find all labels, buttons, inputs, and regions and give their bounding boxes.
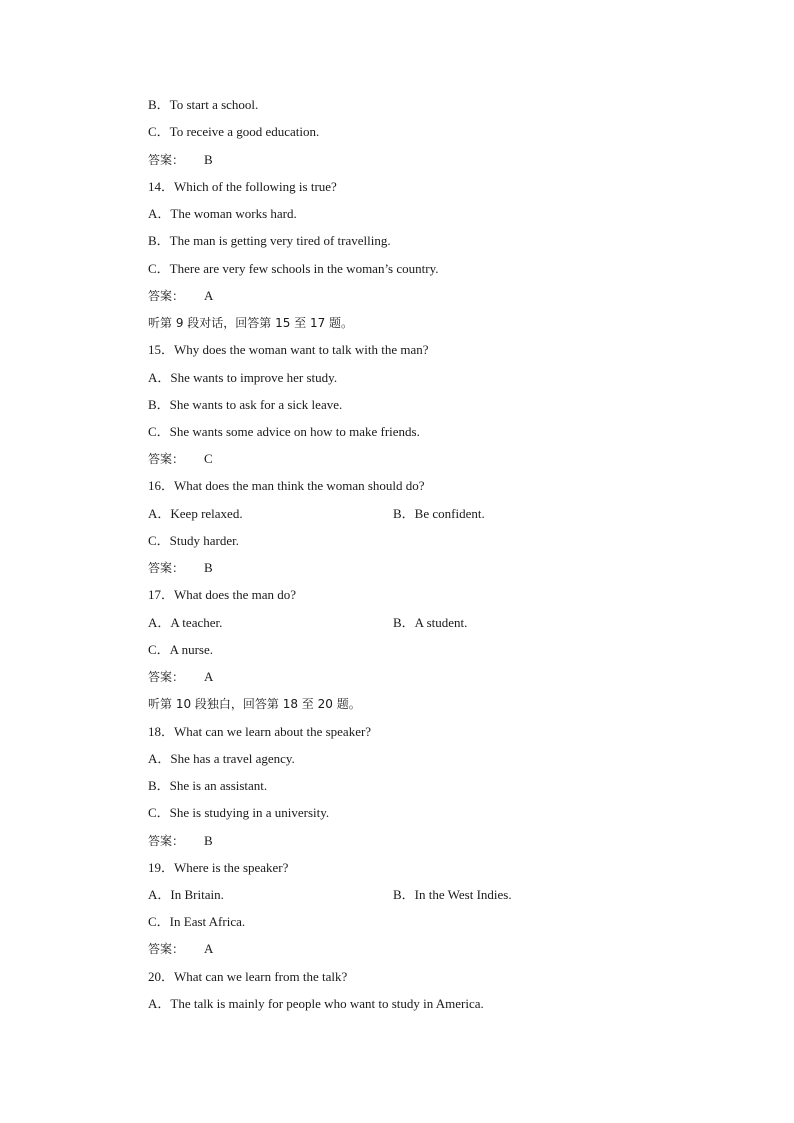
option-q16-a: A．Keep relaxed. — [148, 506, 243, 521]
answer-value: A — [204, 669, 214, 684]
question-19: 19．Where is the speaker? — [148, 860, 289, 875]
option-q19-b: B．In the West Indies. — [393, 887, 512, 902]
question-15: 15．Why does the woman want to talk with the man? — [148, 342, 429, 357]
option-q17-b: B．A student. — [393, 615, 468, 630]
option-q15-b: B．She wants to ask for a sick leave. — [148, 397, 343, 412]
question-16: 16．What does the man think the woman should do? — [148, 478, 425, 493]
section-heading-9: 听第 9 段对话，回答第 15 至 17 题。 — [148, 316, 354, 330]
answer-label: 答案： — [148, 561, 185, 575]
answer-q19 — [148, 941, 213, 957]
option-q18-b: B．She is an assistant. — [148, 778, 268, 793]
option-q19-c: C．In East Africa. — [148, 914, 246, 929]
option-q18-c: C．She is studying in a university. — [148, 805, 330, 820]
answer-label: 答案： — [148, 289, 185, 303]
answer-label: 答案： — [148, 153, 185, 167]
answer-label: 答案： — [148, 670, 185, 684]
answer-label: 答案： — [148, 942, 185, 956]
option-q18-a: A．She has a travel agency. — [148, 751, 295, 766]
answer-value: B — [204, 833, 213, 848]
answer-q13 — [148, 152, 213, 168]
answer-q14 — [148, 288, 213, 304]
options-row-q19 — [148, 887, 512, 903]
question-14: 14．Which of the following is true? — [148, 179, 337, 194]
answer-value: A — [204, 941, 214, 956]
option-q16-b: B．Be confident. — [393, 506, 485, 521]
answer-value: A — [204, 288, 214, 303]
answer-q16 — [148, 560, 213, 576]
option-q14-a: A．The woman works hard. — [148, 206, 297, 221]
answer-value: C — [204, 451, 213, 466]
option-q16-c: C．Study harder. — [148, 533, 239, 548]
answer-label: 答案： — [148, 452, 185, 466]
option-q15-a: A．She wants to improve her study. — [148, 370, 338, 385]
option-q17-a: A．A teacher. — [148, 615, 223, 630]
answer-q18 — [148, 833, 213, 849]
option-q19-a: A．In Britain. — [148, 887, 224, 902]
question-18: 18．What can we learn about the speaker? — [148, 724, 372, 739]
question-20: 20．What can we learn from the talk? — [148, 969, 348, 984]
section-heading-10: 听第 10 段独白，回答第 18 至 20 题。 — [148, 697, 361, 711]
answer-q17 — [148, 669, 213, 685]
answer-label: 答案： — [148, 834, 185, 848]
answer-value: B — [204, 152, 213, 167]
answer-value: B — [204, 560, 213, 575]
option-q13-b: B．To start a school. — [148, 97, 259, 112]
option-q15-c: C．She wants some advice on how to make friends. — [148, 424, 420, 439]
options-row-q17 — [148, 615, 468, 631]
options-row-q16 — [148, 506, 485, 522]
answer-q15 — [148, 451, 213, 467]
option-q14-c: C．There are very few schools in the woman’s country. — [148, 261, 439, 276]
option-q20-a: A．The talk is mainly for people who want to study in America. — [148, 996, 484, 1011]
option-q17-c: C．A nurse. — [148, 642, 214, 657]
option-q14-b: B．The man is getting very tired of travelling. — [148, 233, 391, 248]
option-q13-c: C．To receive a good education. — [148, 124, 320, 139]
question-17: 17．What does the man do? — [148, 587, 297, 602]
